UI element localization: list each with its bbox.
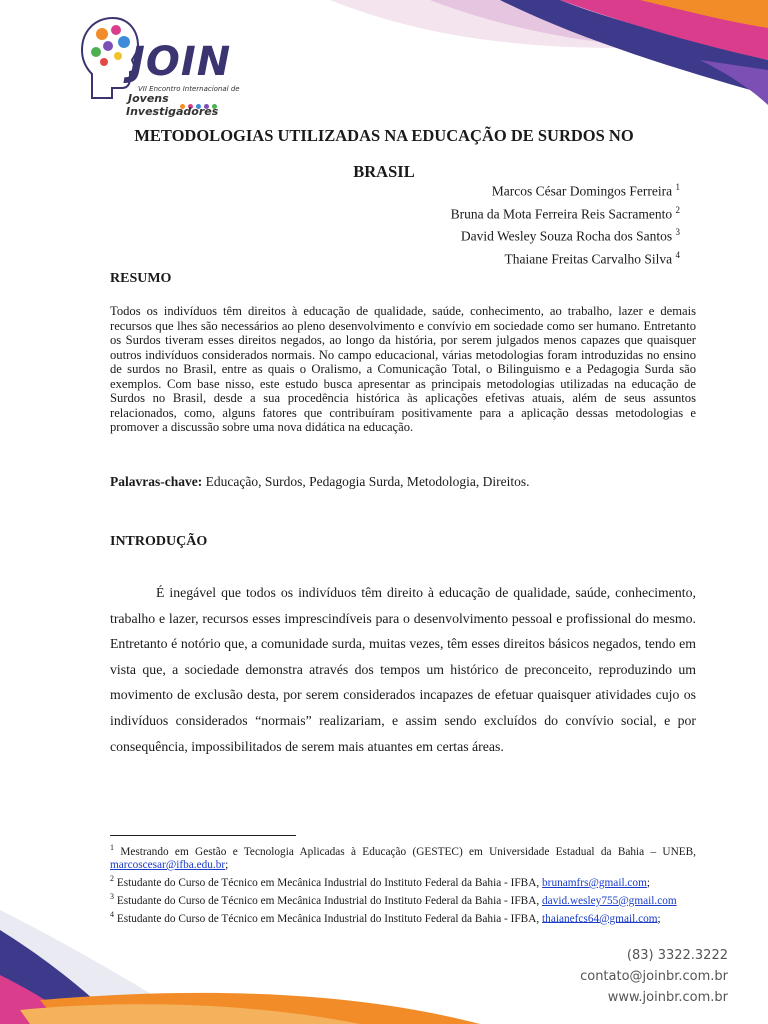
footnote-email-link[interactable]: david.wesley755@gmail.com <box>542 894 677 907</box>
footnote-1: $^1$ Mestrando em Gestão e Tecnologia Aplicadas à Educação (GESTEC) em Universidade Estadual da Bahia – UNEB, marcoscesar@ifba.edu.br; <box>110 843 696 871</box>
join-logo <box>78 12 268 118</box>
abstract-heading: RESUMO <box>110 271 172 286</box>
logo-wordmark: JOIN <box>130 39 232 85</box>
footnote-4: $^4$ Estudante do Curso de Técnico em Mecânica Industrial do Instituto Federal da Bahia - IFBA, thaianefcs64@gmail.com; <box>110 909 661 925</box>
keywords-text: Educação, Surdos, Pedagogia Surda, Metodologia, Direitos. <box>202 474 530 489</box>
contact-email: contato@joinbr.com.br <box>580 969 728 984</box>
footnote-email-link[interactable]: thaianefcs64@gmail.com <box>542 912 658 925</box>
author: David Wesley Souza Rocha dos Santos $^3$ <box>460 227 680 244</box>
keywords <box>110 474 710 490</box>
author: Bruna da Mota Ferreira Reis Sacramento $^2$ <box>450 204 680 221</box>
logo-jovens: Jovens <box>128 92 169 105</box>
contact-website: www.joinbr.com.br <box>607 990 728 1005</box>
footnote-rule <box>110 835 296 836</box>
introduction-text: É inegável que todos os indivíduos têm direito à educação de qualidade, saúde, conhecimento, trabalho e lazer, recursos esses imprescindíveis para o desenvolvimento pessoal e profissional do mesmo. Entretanto é notório que, a comunidade surda, muitas vezes, têm esses direitos básicos negados, tendo em vista que, a sociedade demonstra através dos tempos um histórico de preconceito, reproduzindo um movimento de exclusão desta, por serem considerados incapazes de efetuar quaisquer atividades cujo os indivíduos considerados “normais” realizariam, e assim sendo excluídos do convívio social, e por consequência, impossibilitados de serem mais atuantes em certas áreas. <box>110 585 696 754</box>
author: Marcos César Domingos Ferreira $^1$ <box>491 182 680 199</box>
keywords-label: Palavras-chave: <box>110 474 203 489</box>
footnote-2: $^2$ Estudante do Curso de Técnico em Mecânica Industrial do Instituto Federal da Bahia - IFBA, brunamfrs@gmail.com; <box>110 873 651 889</box>
introduction-heading: INTRODUÇÃO <box>110 534 208 549</box>
contact-info <box>580 945 728 1008</box>
paper-title: METODOLOGIAS UTILIZADAS NA EDUCAÇÃO DE SURDOS NO BRASIL <box>134 126 634 181</box>
footnote-email-link[interactable]: brunamfrs@gmail.com <box>542 876 647 889</box>
footnote-3: $^3$ Estudante do Curso de Técnico em Mecânica Industrial do Instituto Federal da Bahia - IFBA, david.wesley755@gmail.com <box>110 891 677 907</box>
introduction-paragraph <box>110 580 696 759</box>
abstract-text: Todos os indivíduos têm direitos à educação de qualidade, saúde, conhecimento, ao trabalho, lazer e demais recursos que lhes são necessários ao pleno desenvolvimento e convívio em sociedade como ser humano. Entretanto os Surdos tiveram esses direitos negados, ao longo da história, por serem julgados menos capazes que quaisquer outros indivíduos considerados normais. No campo educacional, várias metodologias foram introduzidas no ensino de surdos no Brasil, entre as quais o Oralismo, a Comunicação Total, o Bilinguismo e a Pedagogia Surda são exemplos. Com base nisso, este estudo busca apresentar as principais metodologias utilizadas na educação de Surdos no Brasil, desde a sua procedência histórica às aplicações efetivas atuais, além de seus assuntos relacionados, como, alguns fatores que contribuíram positivamente para a aplicação dessas metodologias e promover a discussão sobre uma nova didática na educação. <box>110 304 696 434</box>
author: Thaiane Freitas Carvalho Silva $^4$ <box>504 249 680 266</box>
author-list <box>451 178 680 268</box>
logo-subtitle: VII Encontro Internacional de <box>138 85 240 93</box>
footnote-email-link[interactable]: marcoscesar@ifba.edu.br <box>110 858 226 871</box>
logo-investigadores: Investigadores <box>126 105 219 118</box>
contact-phone: (83) 3322.3222 <box>626 948 728 963</box>
footnotes <box>110 841 696 926</box>
